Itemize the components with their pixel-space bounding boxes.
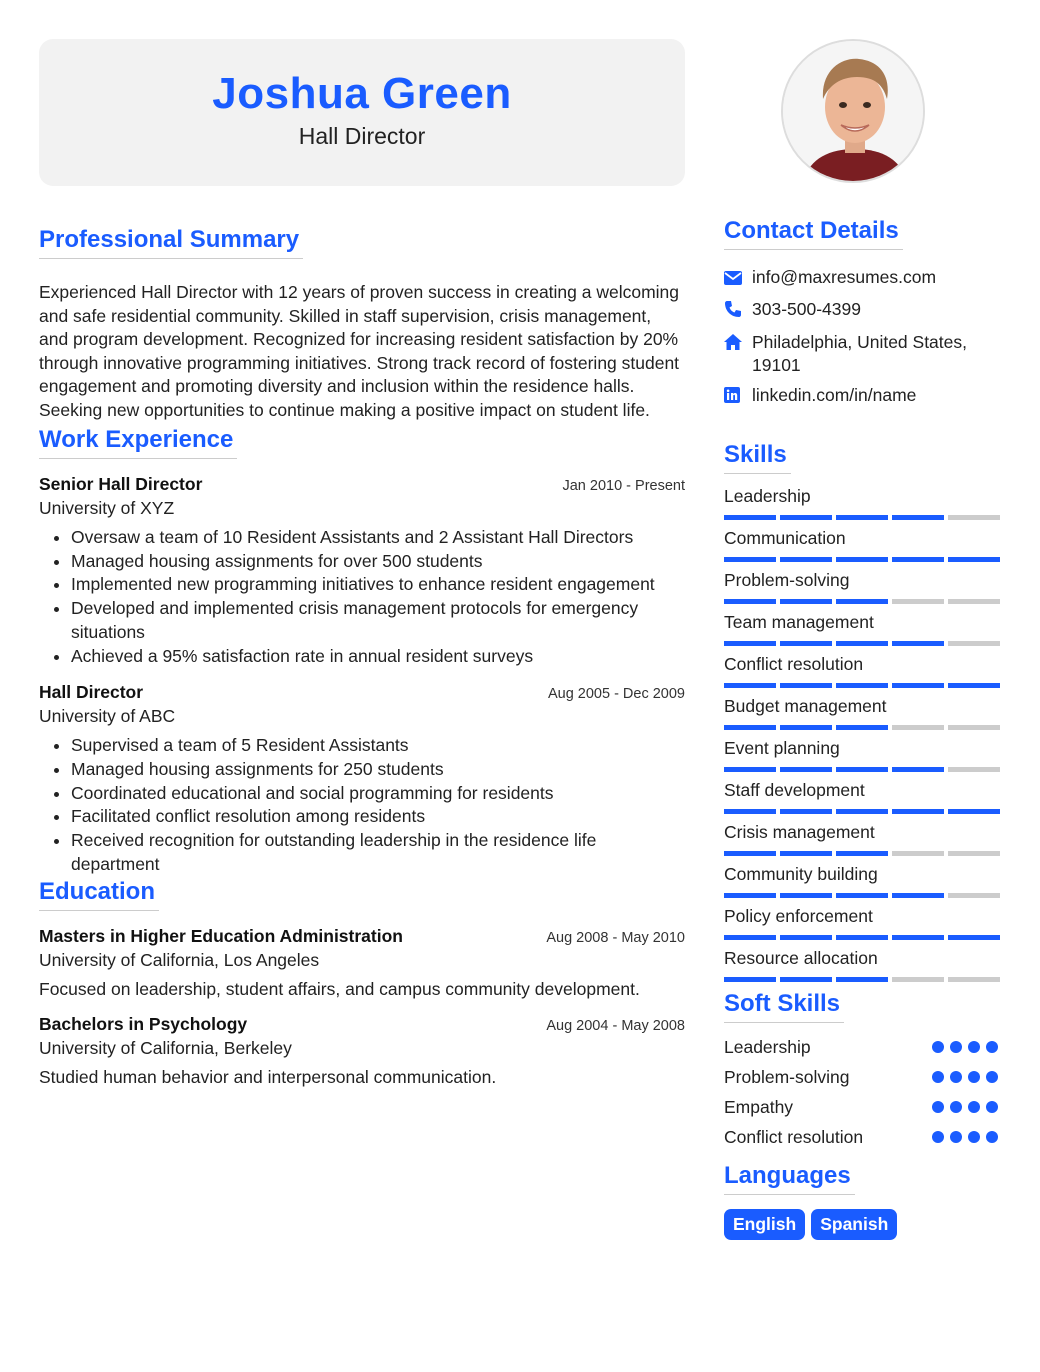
skill-label: Staff development bbox=[724, 780, 865, 800]
skill-level-segment bbox=[836, 725, 888, 730]
summary-text: Experienced Hall Director with 12 years of proven success in creating a welcoming and safe residential community. Skilled in staff supervision, crisis management, and program development. Recognized for increasing resident satisfaction by 20% through innovative programming initiatives. Strong track record of fostering student engagement and promoting diversity and inclusion within the residence halls. Seeking new opportunities to continue making a positive impact on student life. bbox=[39, 282, 680, 420]
skill-level-segment bbox=[836, 809, 888, 814]
skill-level-segment bbox=[780, 641, 832, 646]
skill-item bbox=[724, 738, 1000, 772]
contact-linkedin[interactable] bbox=[724, 384, 1000, 409]
job-title: Hall Director bbox=[39, 682, 144, 703]
skills-heading: Skills bbox=[724, 441, 791, 474]
skill-level-segment bbox=[724, 767, 776, 772]
skill-level-segment bbox=[780, 851, 832, 856]
contact-section bbox=[724, 217, 1000, 409]
skill-item bbox=[724, 696, 1000, 730]
rating-dot bbox=[968, 1071, 980, 1083]
soft-skill-rating bbox=[932, 1131, 1000, 1143]
education-date: Aug 2008 - May 2010 bbox=[546, 930, 685, 947]
skill-level-segment bbox=[892, 683, 944, 688]
summary-section bbox=[39, 226, 685, 422]
skill-level-segment bbox=[948, 977, 1000, 982]
contact-phone[interactable] bbox=[724, 298, 1000, 324]
skill-level-bar bbox=[724, 809, 1000, 814]
skill-level-segment bbox=[948, 893, 1000, 898]
skill-level-segment bbox=[780, 725, 832, 730]
header-box bbox=[39, 39, 685, 186]
email-text: info@maxresumes.com bbox=[752, 267, 937, 287]
soft-skills-section bbox=[724, 990, 1000, 1152]
skill-level-bar bbox=[724, 851, 1000, 856]
language-tag: Spanish bbox=[811, 1209, 897, 1240]
address-text: Philadelphia, United States, 19101 bbox=[752, 332, 967, 375]
skill-level-segment bbox=[892, 725, 944, 730]
soft-skill-label: Conflict resolution bbox=[724, 1126, 864, 1147]
main-column bbox=[39, 39, 685, 1088]
rating-dot bbox=[950, 1131, 962, 1143]
skill-level-segment bbox=[780, 935, 832, 940]
skill-level-segment bbox=[892, 851, 944, 856]
skill-level-segment bbox=[836, 893, 888, 898]
skill-item bbox=[724, 906, 1000, 940]
skill-level-bar bbox=[724, 683, 1000, 688]
skill-level-segment bbox=[724, 935, 776, 940]
soft-skill-rating bbox=[932, 1101, 1000, 1113]
summary-heading: Professional Summary bbox=[39, 226, 303, 259]
phone-icon bbox=[724, 298, 752, 324]
skill-level-segment bbox=[780, 977, 832, 982]
bullet-item: • Supervised a team of 5 Resident Assistants bbox=[71, 734, 685, 758]
skill-level-segment bbox=[836, 599, 888, 604]
skill-level-segment bbox=[780, 599, 832, 604]
skills-list bbox=[724, 486, 1000, 982]
skill-label: Policy enforcement bbox=[724, 906, 873, 926]
bullet-item: • Developed and implemented crisis management protocols for emergency situations bbox=[71, 597, 685, 644]
skill-level-segment bbox=[892, 809, 944, 814]
rating-dot bbox=[968, 1041, 980, 1053]
skill-level-segment bbox=[724, 809, 776, 814]
skill-level-segment bbox=[948, 683, 1000, 688]
skill-level-segment bbox=[836, 935, 888, 940]
skill-item bbox=[724, 780, 1000, 814]
soft-skill-item bbox=[724, 1032, 1000, 1062]
skill-level-bar bbox=[724, 767, 1000, 772]
skill-level-segment bbox=[724, 851, 776, 856]
education-heading: Education bbox=[39, 878, 159, 911]
soft-skill-label: Leadership bbox=[724, 1036, 811, 1057]
experience-section bbox=[39, 426, 685, 876]
skill-level-bar bbox=[724, 935, 1000, 940]
skill-level-segment bbox=[724, 515, 776, 520]
skill-label: Crisis management bbox=[724, 822, 875, 842]
skill-level-segment bbox=[892, 893, 944, 898]
job-org: University of ABC bbox=[39, 706, 176, 727]
skill-level-bar bbox=[724, 725, 1000, 730]
rating-dot bbox=[932, 1131, 944, 1143]
skill-level-segment bbox=[836, 557, 888, 562]
skill-level-segment bbox=[836, 683, 888, 688]
skill-level-segment bbox=[948, 725, 1000, 730]
home-icon bbox=[724, 331, 752, 356]
bullet-item: • Managed housing assignments for over 500 students bbox=[71, 550, 685, 574]
skill-level-segment bbox=[948, 557, 1000, 562]
skill-level-segment bbox=[948, 515, 1000, 520]
school-name: University of California, Los Angeles bbox=[39, 950, 320, 971]
skill-item bbox=[724, 486, 1000, 520]
job-title: Senior Hall Director bbox=[39, 474, 203, 494]
rating-dot bbox=[950, 1101, 962, 1113]
skill-label: Team management bbox=[724, 612, 874, 632]
skill-level-segment bbox=[780, 809, 832, 814]
envelope-icon bbox=[724, 266, 752, 291]
skill-level-segment bbox=[724, 599, 776, 604]
skill-level-segment bbox=[948, 641, 1000, 646]
skill-level-bar bbox=[724, 977, 1000, 982]
skill-item bbox=[724, 822, 1000, 856]
job-bullets bbox=[39, 734, 685, 876]
language-tag: English bbox=[724, 1209, 805, 1240]
bullet-item: • Oversaw a team of 10 Resident Assistants and 2 Assistant Hall Directors bbox=[71, 526, 685, 550]
education-entry bbox=[39, 1014, 685, 1088]
skill-level-segment bbox=[948, 767, 1000, 772]
linkedin-text: linkedin.com/in/name bbox=[752, 385, 917, 405]
skill-level-segment bbox=[836, 767, 888, 772]
education-description: Studied human behavior and interpersonal communication. bbox=[39, 1067, 497, 1088]
skill-level-segment bbox=[892, 641, 944, 646]
skill-level-segment bbox=[892, 515, 944, 520]
skill-level-segment bbox=[892, 935, 944, 940]
skill-level-segment bbox=[780, 557, 832, 562]
soft-skills-list bbox=[724, 1032, 1000, 1152]
degree-title: Masters in Higher Education Administration bbox=[39, 926, 403, 947]
skill-item bbox=[724, 948, 1000, 982]
school-name: University of California, Berkeley bbox=[39, 1038, 292, 1059]
skill-level-segment bbox=[948, 851, 1000, 856]
contact-email[interactable] bbox=[724, 266, 1000, 291]
skill-label: Resource allocation bbox=[724, 948, 878, 968]
profile-photo bbox=[781, 39, 925, 183]
skill-level-segment bbox=[948, 935, 1000, 940]
soft-skill-item bbox=[724, 1062, 1000, 1092]
job-entry bbox=[39, 474, 685, 668]
skill-level-segment bbox=[892, 599, 944, 604]
soft-skill-item bbox=[724, 1122, 1000, 1152]
skill-level-bar bbox=[724, 641, 1000, 646]
skill-level-segment bbox=[892, 977, 944, 982]
skill-level-segment bbox=[724, 557, 776, 562]
education-description: Focused on leadership, student affairs, and campus community development. bbox=[39, 979, 640, 1000]
rating-dot bbox=[986, 1071, 998, 1083]
avatar-icon bbox=[783, 41, 925, 183]
skill-level-segment bbox=[780, 893, 832, 898]
soft-skill-rating bbox=[932, 1071, 1000, 1083]
rating-dot bbox=[986, 1101, 998, 1113]
candidate-name: Joshua Green bbox=[212, 69, 512, 118]
skill-label: Communication bbox=[724, 528, 846, 548]
rating-dot bbox=[968, 1101, 980, 1113]
skill-label: Conflict resolution bbox=[724, 654, 864, 674]
skill-level-segment bbox=[724, 641, 776, 646]
job-entry bbox=[39, 682, 685, 876]
skill-label: Community building bbox=[724, 864, 878, 884]
rating-dot bbox=[950, 1041, 962, 1053]
soft-skills-heading: Soft Skills bbox=[724, 990, 844, 1023]
skill-level-segment bbox=[892, 767, 944, 772]
skill-level-segment bbox=[780, 767, 832, 772]
skill-label: Leadership bbox=[724, 486, 811, 506]
rating-dot bbox=[932, 1101, 944, 1113]
skill-level-bar bbox=[724, 599, 1000, 604]
soft-skill-label: Empathy bbox=[724, 1096, 794, 1117]
contact-address bbox=[724, 331, 1000, 377]
skill-item bbox=[724, 612, 1000, 646]
skill-level-segment bbox=[780, 683, 832, 688]
skill-label: Problem-solving bbox=[724, 570, 850, 590]
skill-item bbox=[724, 654, 1000, 688]
skill-level-segment bbox=[780, 515, 832, 520]
skill-level-segment bbox=[948, 809, 1000, 814]
rating-dot bbox=[986, 1041, 998, 1053]
skill-item bbox=[724, 528, 1000, 562]
degree-title: Bachelors in Psychology bbox=[39, 1014, 248, 1035]
skills-section bbox=[724, 441, 1000, 982]
rating-dot bbox=[968, 1131, 980, 1143]
bullet-item: • Managed housing assignments for 250 students bbox=[71, 758, 685, 782]
education-section bbox=[39, 878, 685, 1088]
skill-label: Event planning bbox=[724, 738, 840, 758]
skill-level-segment bbox=[724, 977, 776, 982]
skill-level-segment bbox=[724, 893, 776, 898]
job-date: Jan 2010 - Present bbox=[562, 478, 685, 494]
experience-heading: Work Experience bbox=[39, 426, 237, 459]
job-bullets bbox=[39, 526, 685, 668]
rating-dot bbox=[932, 1041, 944, 1053]
skill-item bbox=[724, 864, 1000, 898]
rating-dot bbox=[950, 1071, 962, 1083]
skill-level-bar bbox=[724, 557, 1000, 562]
education-entry bbox=[39, 926, 685, 1000]
soft-skill-rating bbox=[932, 1041, 1000, 1053]
candidate-title: Hall Director bbox=[298, 123, 426, 149]
skill-level-segment bbox=[836, 515, 888, 520]
rating-dot bbox=[932, 1071, 944, 1083]
sidebar-column bbox=[724, 39, 1000, 1240]
bullet-item: • Coordinated educational and social programming for residents bbox=[71, 782, 685, 806]
bullet-item: • Facilitated conflict resolution among residents bbox=[71, 805, 685, 829]
language-tags bbox=[724, 1209, 1000, 1240]
skill-level-bar bbox=[724, 515, 1000, 520]
skill-level-segment bbox=[836, 851, 888, 856]
soft-skill-item bbox=[724, 1092, 1000, 1122]
bullet-item: • Received recognition for outstanding leadership in the residence life department bbox=[71, 829, 685, 876]
skill-level-segment bbox=[892, 557, 944, 562]
bullet-item: • Achieved a 95% satisfaction rate in annual resident surveys bbox=[71, 645, 685, 669]
skill-label: Budget management bbox=[724, 696, 887, 716]
phone-text: 303-500-4399 bbox=[752, 299, 861, 319]
skill-level-bar bbox=[724, 893, 1000, 898]
contact-heading: Contact Details bbox=[724, 217, 903, 250]
bullet-item: • Implemented new programming initiatives to enhance resident engagement bbox=[71, 573, 685, 597]
job-org: University of XYZ bbox=[39, 498, 175, 518]
languages-section bbox=[724, 1162, 1000, 1240]
skill-level-segment bbox=[724, 725, 776, 730]
soft-skill-label: Problem-solving bbox=[724, 1066, 850, 1087]
linkedin-icon bbox=[724, 384, 752, 409]
skill-level-segment bbox=[836, 641, 888, 646]
languages-heading: Languages bbox=[724, 1162, 855, 1195]
rating-dot bbox=[986, 1131, 998, 1143]
skill-level-segment bbox=[724, 683, 776, 688]
education-date: Aug 2004 - May 2008 bbox=[546, 1018, 685, 1035]
job-date: Aug 2005 - Dec 2009 bbox=[547, 686, 685, 703]
skill-level-segment bbox=[836, 977, 888, 982]
skill-item bbox=[724, 570, 1000, 604]
skill-level-segment bbox=[948, 599, 1000, 604]
